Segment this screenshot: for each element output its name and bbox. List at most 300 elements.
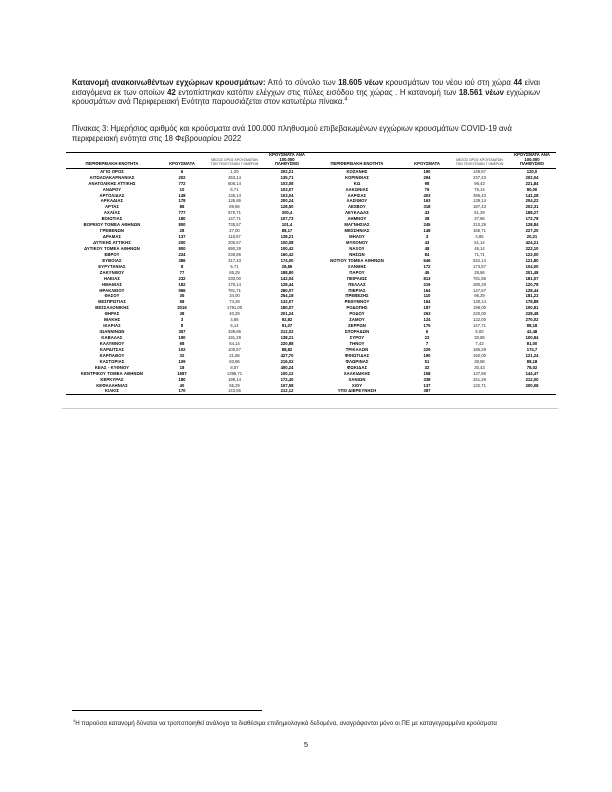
cell-cases: 813 xyxy=(423,275,431,281)
cell-cases: 245 xyxy=(423,222,431,228)
cell-cases: 45 xyxy=(424,269,430,275)
cell-cases: 986 xyxy=(178,287,186,293)
cell-region: ΚΟΡΙΝΘΙΑΣ xyxy=(345,174,369,180)
header-region-left: ΠΕΡΙΦΕΡΕΙΑΚΗ ΕΝΟΤΗΤΑ xyxy=(66,153,158,169)
cell-avg7: 39,86 xyxy=(474,358,485,364)
cell-cases: 190 xyxy=(423,168,431,174)
cell-avg7: 199,14 xyxy=(228,376,241,382)
cell-avg7: 139,14 xyxy=(473,198,486,204)
cell-region: ΜΑΓΝΗΣΙΑΣ xyxy=(344,222,370,228)
cell-avg7: 178,14 xyxy=(228,281,241,287)
cell-cases: 180 xyxy=(178,216,186,222)
cell-per100k: 212,02 xyxy=(280,329,294,335)
cell-region: ΚΑΒΑΛΑΣ xyxy=(101,335,123,341)
cell-region: ΚΕΑΣ - ΚΥΘΝΟΥ xyxy=(94,364,130,370)
cell-cases: 6 xyxy=(425,329,429,335)
cell-region: ΛΕΣΒΟΥ xyxy=(348,204,366,210)
cell-region: ΛΑΡΙΣΑΣ xyxy=(347,192,367,198)
header-avg7-right-line2: ΤΩΝ ΤΕΛΕΥΤΑΙΩΝ 7 ΗΜΕΡΩΝ xyxy=(455,161,504,166)
cell-region: ΚΩ xyxy=(353,180,361,186)
cell-cases: 164 xyxy=(423,287,431,293)
cell-cases: 338 xyxy=(423,376,431,382)
cell-region: ΙΚΑΡΙΑΣ xyxy=(103,323,121,329)
cell-avg7: 4,86 xyxy=(230,317,239,323)
cell-per100k: 220,88 xyxy=(280,340,294,346)
cell-per100k: 88,18 xyxy=(526,323,538,329)
cell-per100k: 135,71 xyxy=(280,174,294,180)
cell-per100k: 201,48 xyxy=(525,269,539,275)
cell-per100k: 160,42 xyxy=(280,251,294,257)
cell-per100k: 88,82 xyxy=(281,346,293,352)
cell-cases: 32 xyxy=(424,364,430,370)
header-per100k-right-line2: ΠΛΗΘΥΣΜΟ xyxy=(519,161,545,167)
cell-per100k: 200,08 xyxy=(525,382,539,388)
cell-cases: 35 xyxy=(179,293,185,299)
cell-per100k: 107,58 xyxy=(280,382,294,388)
cell-cases: 187 xyxy=(423,305,431,311)
cell-per100k: 202,31 xyxy=(525,204,539,210)
header-cases-left: ΚΡΟΥΣΜΑΤΑ xyxy=(158,153,206,169)
cell-avg7: 781,71 xyxy=(228,287,241,293)
cell-region: ΚΕΝΤΡΙΚΟΥ ΤΟΜΕΑ ΑΘΗΝΩΝ xyxy=(80,370,144,376)
cell-per100k: 174,7 xyxy=(526,346,538,352)
cell-per100k: 88,17 xyxy=(281,228,293,234)
cell-per100k: 221,84 xyxy=(525,180,539,186)
cell-avg7: 185,29 xyxy=(473,346,486,352)
cell-avg7: 4,86 xyxy=(475,234,484,240)
cell-per100k: 202,04 xyxy=(525,174,539,180)
cell-avg7: 136,86 xyxy=(228,198,241,204)
cell-cases: 102 xyxy=(178,346,186,352)
cell-cases: 200 xyxy=(178,240,186,246)
cell-avg7: 676,71 xyxy=(228,210,241,216)
cell-cases: 98 xyxy=(424,180,430,186)
cell-region: ΙΩΑΝΝΙΝΩΝ xyxy=(99,329,125,335)
header-avg7-left xyxy=(206,153,263,169)
cell-per100k: 228,48 xyxy=(525,311,539,317)
cell-per100k: 42,48 xyxy=(526,329,538,335)
cell-cases: 77 xyxy=(179,269,185,275)
cell-region: ΛΑΚΩΝΙΑΣ xyxy=(345,186,369,192)
intro-paragraph xyxy=(72,78,540,107)
cell-per100k: 212,12 xyxy=(280,388,294,394)
cell-region: ΘΕΣΣΑΛΟΝΙΚΗΣ xyxy=(95,305,129,311)
cell-avg7: 122,00 xyxy=(473,317,486,323)
header-region-right: ΠΕΡΙΦΕΡΕΙΑΚΗ ΕΝΟΤΗΤΑ xyxy=(311,153,403,169)
table-row xyxy=(66,388,556,394)
cell-per100k: 138,21 xyxy=(280,234,294,240)
cell-region: ΕΥΒΟΙΑΣ xyxy=(102,257,122,263)
cell-per100k: 103,07 xyxy=(280,186,294,192)
cell-cases: 58 xyxy=(179,299,185,305)
cell-per100k: 107,73 xyxy=(280,216,294,222)
cell-per100k: 174,00 xyxy=(280,257,294,263)
cell-cases: 170 xyxy=(178,388,186,394)
cell-avg7: 64,14 xyxy=(229,340,240,346)
footnote-separator-rule xyxy=(72,710,262,711)
cell-avg7: 160,00 xyxy=(473,352,486,358)
cell-region: ΑΧΑΪΑΣ xyxy=(103,210,121,216)
text-segment: 18.561 νέων xyxy=(458,87,504,97)
cell-region: ΛΗΜΝΟΥ xyxy=(347,216,367,222)
cell-per100k: 201,24 xyxy=(280,311,294,317)
cell-avg7: 155,71 xyxy=(473,228,486,234)
cell-region: ΦΩΚΙΔΑΣ xyxy=(346,364,368,370)
cell-avg7: 137,86 xyxy=(473,370,486,376)
text-segment: Από το σύνολο των xyxy=(265,77,339,87)
cell-avg7: 147,71 xyxy=(473,323,486,329)
cell-avg7: 7,43 xyxy=(475,340,484,346)
header-per100k-right xyxy=(508,153,556,169)
cell-per100k: 188,80 xyxy=(280,269,294,275)
cell-cases: 263 xyxy=(423,311,431,317)
cell-region: ΜΗΛΟΥ xyxy=(349,234,365,240)
cell-per100k: 400,24 xyxy=(280,364,294,370)
cell-avg7: 37,86 xyxy=(474,216,485,222)
cell-per100k: 200,24 xyxy=(280,198,294,204)
cell-region: ΝΟΤΙΟΥ ΤΟΜΕΑ ΑΘΗΝΩΝ xyxy=(330,257,384,263)
cell-avg7: 263,14 xyxy=(228,174,241,180)
cell-region: ΚΑΛΥΜΝΟΥ xyxy=(99,340,125,346)
cell-avg7: 237,43 xyxy=(473,174,486,180)
cell-avg7: 173,57 xyxy=(473,263,486,269)
cell-cases: 110 xyxy=(423,293,431,299)
cell-cases: 190 xyxy=(423,352,431,358)
cell-per100k: 100,81 xyxy=(525,305,539,311)
cell-avg7: 781,86 xyxy=(473,275,486,281)
cell-cases: 646 xyxy=(423,257,431,263)
cell-cases: 76 xyxy=(424,186,430,192)
cell-avg7: 28,86 xyxy=(474,269,485,275)
cell-cases: 154 xyxy=(423,299,431,305)
cell-per100k: 141,28 xyxy=(525,192,539,198)
cell-per100k: 204,22 xyxy=(525,198,539,204)
cell-cases: 137 xyxy=(423,382,431,388)
cell-avg7: 100,57 xyxy=(228,346,241,352)
cell-per100k: 280,07 xyxy=(280,287,294,293)
footnote xyxy=(73,720,543,728)
cell-avg7: 147,71 xyxy=(228,216,241,222)
cell-region: ΘΕΣΠΡΩΤΙΑΣ xyxy=(98,299,126,305)
header-per100k-left xyxy=(263,153,311,169)
cell-cases: 3 xyxy=(180,317,184,323)
cell-cases: 800 xyxy=(178,222,186,228)
cell-avg7: 396,43 xyxy=(473,192,486,198)
cell-per100k: 172,78 xyxy=(525,216,539,222)
cell-per100k: 28,86 xyxy=(281,263,293,269)
cell-region: ΑΡΤΑΣ xyxy=(104,204,120,210)
cell-avg7: 339,86 xyxy=(228,329,241,335)
header-avg7-right xyxy=(451,153,508,169)
cell-avg7: 40,29 xyxy=(229,311,240,317)
cell-avg7: 198,00 xyxy=(473,305,486,311)
header-avg7-left-line1: ΜΕΣΟΣ ΟΡΟΣ ΚΡΟΥΣΜΑΤΩΝ xyxy=(211,158,258,163)
cell-region: ΝΑΞΟΥ xyxy=(349,245,365,251)
cell-cases: 8 xyxy=(180,323,184,329)
text-segment: κρουσμάτων του νέου ιού στη χώρα xyxy=(383,77,514,87)
cell-cases: 387 xyxy=(423,388,431,394)
cell-region: ΡΕΘΥΜΝΟΥ xyxy=(344,299,370,305)
text-segment: Κατανομή ανακοινωθέντων εγχώριων κρουσμάτων: xyxy=(72,77,266,87)
cell-cases: 2016 xyxy=(177,305,187,311)
cell-per100k: 100,08 xyxy=(280,240,294,246)
cell-cases: 180 xyxy=(178,376,186,382)
cell-region: ΚΕΦΑΛΛΗΝΙΑΣ xyxy=(96,382,128,388)
cell-cases: 88 xyxy=(179,204,185,210)
cell-region: ΣΕΡΡΩΝ xyxy=(348,323,366,329)
cell-region: ΛΑΣΙΘΙΟΥ xyxy=(346,198,368,204)
cell-cases: 124 xyxy=(423,317,431,323)
text-segment: 44 xyxy=(513,77,523,87)
covid-table-container xyxy=(66,152,556,395)
cell-per100k: 120,0 xyxy=(526,168,538,174)
cell-region: ΗΛΕΙΑΣ xyxy=(104,275,120,281)
cell-region: ΡΟΔΟΥ xyxy=(349,311,365,317)
cell-per100k: 202,21 xyxy=(280,168,294,174)
cell-per100k: 216,02 xyxy=(280,358,294,364)
cell-per100k: 212,00 xyxy=(525,376,539,382)
cell-avg7 xyxy=(451,388,508,394)
cell-cases: 38 xyxy=(179,311,185,317)
cell-region: ΠΕΛΛΑΣ xyxy=(348,281,366,287)
cell-cases: 137 xyxy=(178,234,186,240)
cell-region: ΞΑΝΘΗΣ xyxy=(347,263,367,269)
cell-avg7: 83,86 xyxy=(229,358,240,364)
cell-per100k: 188,27 xyxy=(525,210,539,216)
cell-avg7: 735,57 xyxy=(228,222,241,228)
table-body xyxy=(66,168,556,395)
cell-region: ΥΠΟ ΔΙΕΡΕΥΝΗΣΗ xyxy=(337,388,377,394)
cell-region: ΑΡΚΑΔΙΑΣ xyxy=(100,198,124,204)
cell-cases: 32 xyxy=(179,352,185,358)
cell-region: ΣΠΟΡΑΔΩΝ xyxy=(344,329,370,335)
table-bottom-shadow-rule xyxy=(62,408,558,409)
cell-region: ΧΑΝΙΩΝ xyxy=(348,376,366,382)
cell-avg7: 341,29 xyxy=(473,376,486,382)
header-per100k-left-line1: ΚΡΟΥΣΜΑΤΑ ΑΝΑ 100.000 xyxy=(269,152,305,162)
table-header-row xyxy=(66,153,556,169)
cell-region: ΚΑΡΔΙΤΣΑΣ xyxy=(99,346,125,352)
cell-per100k: 103,08 xyxy=(280,180,294,186)
cell-avg7: 96,29 xyxy=(474,293,485,299)
cell-region: ΜΥΚΟΝΟΥ xyxy=(345,240,369,246)
covid-table xyxy=(66,152,556,395)
cell-avg7: 317,43 xyxy=(228,257,241,263)
cell-region: ΔΡΑΜΑΣ xyxy=(102,234,122,240)
cell-avg7: 5,71 xyxy=(230,263,239,269)
cell-avg7: 542,14 xyxy=(473,257,486,263)
cell-per100k: 128,44 xyxy=(525,287,539,293)
cell-region: ΘΗΡΑΣ xyxy=(104,311,120,317)
cell-avg7: 1396,71 xyxy=(226,370,243,376)
cell-cases: 28 xyxy=(179,228,185,234)
cell-avg7: 21,86 xyxy=(229,352,240,358)
cell-region: ΔΥΤΙΚΟΥ ΤΟΜΕΑ ΑΘΗΝΩΝ xyxy=(84,245,140,251)
cell-avg7: 230,00 xyxy=(228,275,241,281)
cell-per100k: 104,00 xyxy=(525,263,539,269)
text-segment: είναι εισαγόμενα εκ των οποίων xyxy=(72,77,540,97)
page-number: 5 xyxy=(303,740,309,749)
cell-cases: 148 xyxy=(178,192,186,198)
cell-avg7: 89,86 xyxy=(229,204,240,210)
cell-avg7: 187,43 xyxy=(473,204,486,210)
cell-region: ΠΙΕΡΙΑΣ xyxy=(348,287,366,293)
cell-per100k: 270,02 xyxy=(525,317,539,323)
cell-region: ΜΕΣΣΗΝΙΑΣ xyxy=(344,228,370,234)
cell-cases: 318 xyxy=(423,204,431,210)
cell-per100k: 122,00 xyxy=(525,251,539,257)
cell-cases: 357 xyxy=(178,329,186,335)
cell-cases: 109 xyxy=(178,358,186,364)
cell-cases: 294 xyxy=(423,174,431,180)
cell-cases: 202 xyxy=(178,174,186,180)
cell-per100k: 103,04 xyxy=(280,192,294,198)
cell-per100k: 101,4 xyxy=(281,222,293,228)
cell-avg7: 130,14 xyxy=(473,299,486,305)
cell-cases: 38 xyxy=(424,216,430,222)
cell-per100k: 88,18 xyxy=(526,358,538,364)
cell-per100k: 180,07 xyxy=(280,305,294,311)
cell-avg7: 210,29 xyxy=(473,222,486,228)
cell-per100k: 92,82 xyxy=(281,317,293,323)
cell-region: ΦΘΙΩΤΙΔΑΣ xyxy=(344,352,370,358)
cell-cases: 23 xyxy=(424,335,430,341)
header-cases-right: ΚΡΟΥΣΜΑΤΑ xyxy=(403,153,451,169)
cell-avg7: 690,29 xyxy=(228,245,241,251)
cell-cases: 51 xyxy=(424,358,430,364)
footnote-text: Η παρούσα κατανομή δύναται να τροποποιηθεί ανάλογα τα διαθέσιμα επιδημιολογικά δεδομένα, αναγράφονται μόνο οι ΠΕ με καταγεγραμμένα κρούσματα xyxy=(75,720,497,728)
cell-per100k: 181,07 xyxy=(525,275,539,281)
cell-region: ΓΡΕΒΕΝΩΝ xyxy=(99,228,125,234)
cell-region: ΠΕΙΡΑΙΩΣ xyxy=(346,275,368,281)
cell-avg7: 1781,00 xyxy=(226,305,243,311)
cell-cases: 84 xyxy=(424,251,430,257)
cell-per100k: 100,12 xyxy=(280,370,294,376)
cell-region: ΧΙΟΥ xyxy=(351,382,363,388)
cell-per100k: 427,70 xyxy=(280,352,294,358)
cell-cases: 8 xyxy=(180,263,184,269)
cell-per100k: 222,10 xyxy=(525,245,539,251)
cell-cases: 232 xyxy=(178,275,186,281)
cell-per100k: 178,88 xyxy=(525,299,539,305)
cell-per100k: 100,84 xyxy=(525,335,539,341)
cell-cases: 3 xyxy=(425,234,429,240)
cell-region: ΒΟΡΕΙΟΥ ΤΟΜΕΑ ΑΘΗΝΩΝ xyxy=(83,222,141,228)
cell-cases: 772 xyxy=(178,180,186,186)
cell-avg7: 132,71 xyxy=(473,382,486,388)
cell-avg7: 51,14 xyxy=(474,240,485,246)
cell-per100k: 172,40 xyxy=(280,376,294,382)
cell-region: ΑΝΑΤΟΛΙΚΗΣ ΑΤΤΙΚΗΣ xyxy=(88,180,136,186)
cell-avg7: 65,29 xyxy=(229,269,240,275)
cell-cases: 224 xyxy=(178,251,186,257)
cell-per100k: 200,4 xyxy=(281,210,293,216)
cell-per100k: 78,02 xyxy=(526,364,538,370)
cell-region: ΚΑΡΠΑΘΟΥ xyxy=(99,352,125,358)
cell-cases: 178 xyxy=(178,198,186,204)
table-caption: Πίνακας 3: Ημερήσιος αριθμός και κρούσματα ανά 100.000 πληθυσμού επιβεβαιωμένων εγχώριων κρουσμάτων COVID-19 ανά περιφερειακή ενότητα στις 18 Φεβρουαρίου 2022 xyxy=(72,123,512,143)
cell-per100k: 142,04 xyxy=(280,275,294,281)
cell-cases: 18 xyxy=(179,364,185,370)
text-segment: εντοπίστηκαν κατόπιν ελέγχων στις πύλες εισόδου της χώρας . Η κατανομή των xyxy=(175,87,459,97)
cell-per100k: 100,42 xyxy=(280,245,294,251)
cell-cases: 48 xyxy=(424,245,430,251)
cell-avg7: 220,00 xyxy=(473,311,486,317)
cell-per100k: 121,80 xyxy=(525,257,539,263)
cell-region: ΣΑΜΟΥ xyxy=(349,317,365,323)
cell-per100k: 91,07 xyxy=(281,323,293,329)
cell-avg7: 6,00 xyxy=(475,329,484,335)
cell-avg7: 51,29 xyxy=(474,210,485,216)
cell-region: ΤΗΝΟΥ xyxy=(349,340,365,346)
cell-region: ΒΟΙΩΤΙΑΣ xyxy=(101,216,123,222)
cell-region: ΚΙΛΚΙΣ xyxy=(104,388,120,394)
header-avg7-right-line1: ΜΕΣΟΣ ΟΡΟΣ ΚΡΟΥΣΜΑΤΩΝ xyxy=(456,158,503,163)
cell-per100k: 121,24 xyxy=(525,352,539,358)
cell-avg7: 27,00 xyxy=(229,228,240,234)
cell-region: ΤΡΙΚΑΛΩΝ xyxy=(345,346,369,352)
cell-avg7: 6,71 xyxy=(230,186,239,192)
cell-region: ΔΥΤΙΚΗΣ ΑΤΤΙΚΗΣ xyxy=(93,240,131,246)
cell-avg7: 608,14 xyxy=(228,180,241,186)
cell-region: ΧΑΛΚΙΔΙΚΗΣ xyxy=(343,370,371,376)
cell-region: ΚΑΣΤΟΡΙΑΣ xyxy=(99,358,125,364)
cell-region: ΝΗΣΩΝ xyxy=(349,251,365,257)
cell-per100k: 128,44 xyxy=(280,281,294,287)
header-per100k-right-line1: ΚΡΟΥΣΜΑΤΑ ΑΝΑ 100.000 xyxy=(514,152,550,162)
cell-cases: 175 xyxy=(423,323,431,329)
header-avg7-left-line2: ΤΩΝ ΤΕΛΕΥΤΑΙΩΝ 7 ΗΜΕΡΩΝ xyxy=(210,161,259,166)
cell-per100k: 181,22 xyxy=(525,293,539,299)
cell-avg7: 46,14 xyxy=(474,245,485,251)
cell-per100k xyxy=(508,388,556,394)
cell-region: ΘΑΣΟΥ xyxy=(104,293,120,299)
cell-cases: 386 xyxy=(178,257,186,263)
cell-avg7: 96,43 xyxy=(474,180,485,186)
cell-avg7: 135,14 xyxy=(228,192,241,198)
cell-region: ΖΑΚΥΝΘΟΥ xyxy=(99,269,125,275)
cell-avg7: 74,29 xyxy=(229,299,240,305)
cell-region: ΚΟΖΑΝΗΣ xyxy=(346,168,368,174)
cell-per100k: 81,00 xyxy=(526,340,538,346)
cell-cases: 800 xyxy=(178,245,186,251)
cell-cases: 1587 xyxy=(177,370,187,376)
cell-cases: 229 xyxy=(423,346,431,352)
cell-region: ΗΜΑΘΙΑΣ xyxy=(101,281,123,287)
cell-avg7: 238,86 xyxy=(228,251,241,257)
cell-cases: 43 xyxy=(424,210,430,216)
cell-region: ΛΕΥΚΑΔΑΣ xyxy=(345,210,369,216)
cell-region: ΦΛΩΡΙΝΑΣ xyxy=(345,358,369,364)
cell-avg7: 147,57 xyxy=(473,287,486,293)
cell-per100k: 132,07 xyxy=(280,299,294,305)
cell-cases: 10 xyxy=(179,186,185,192)
cell-cases: 190 xyxy=(178,335,186,341)
cell-avg7: 1,29 xyxy=(230,168,239,174)
cell-cases: 158 xyxy=(423,370,431,376)
cell-region: ΡΟΔΟΠΗΣ xyxy=(346,305,368,311)
cell-cases: 7 xyxy=(425,340,429,346)
cell-region: ΕΒΡΟΥ xyxy=(104,251,120,257)
cell-avg7: 30,86 xyxy=(474,335,485,341)
cell-per100k: 20,21 xyxy=(526,234,538,240)
cell-avg7: 5,14 xyxy=(230,323,239,329)
cell-cases: 182 xyxy=(178,281,186,287)
cell-avg7: 34,00 xyxy=(229,293,240,299)
cell-cases: 219 xyxy=(423,281,431,287)
cell-avg7: 118,57 xyxy=(228,234,241,240)
cell-region: ΑΝΔΡΟΥ xyxy=(102,186,122,192)
